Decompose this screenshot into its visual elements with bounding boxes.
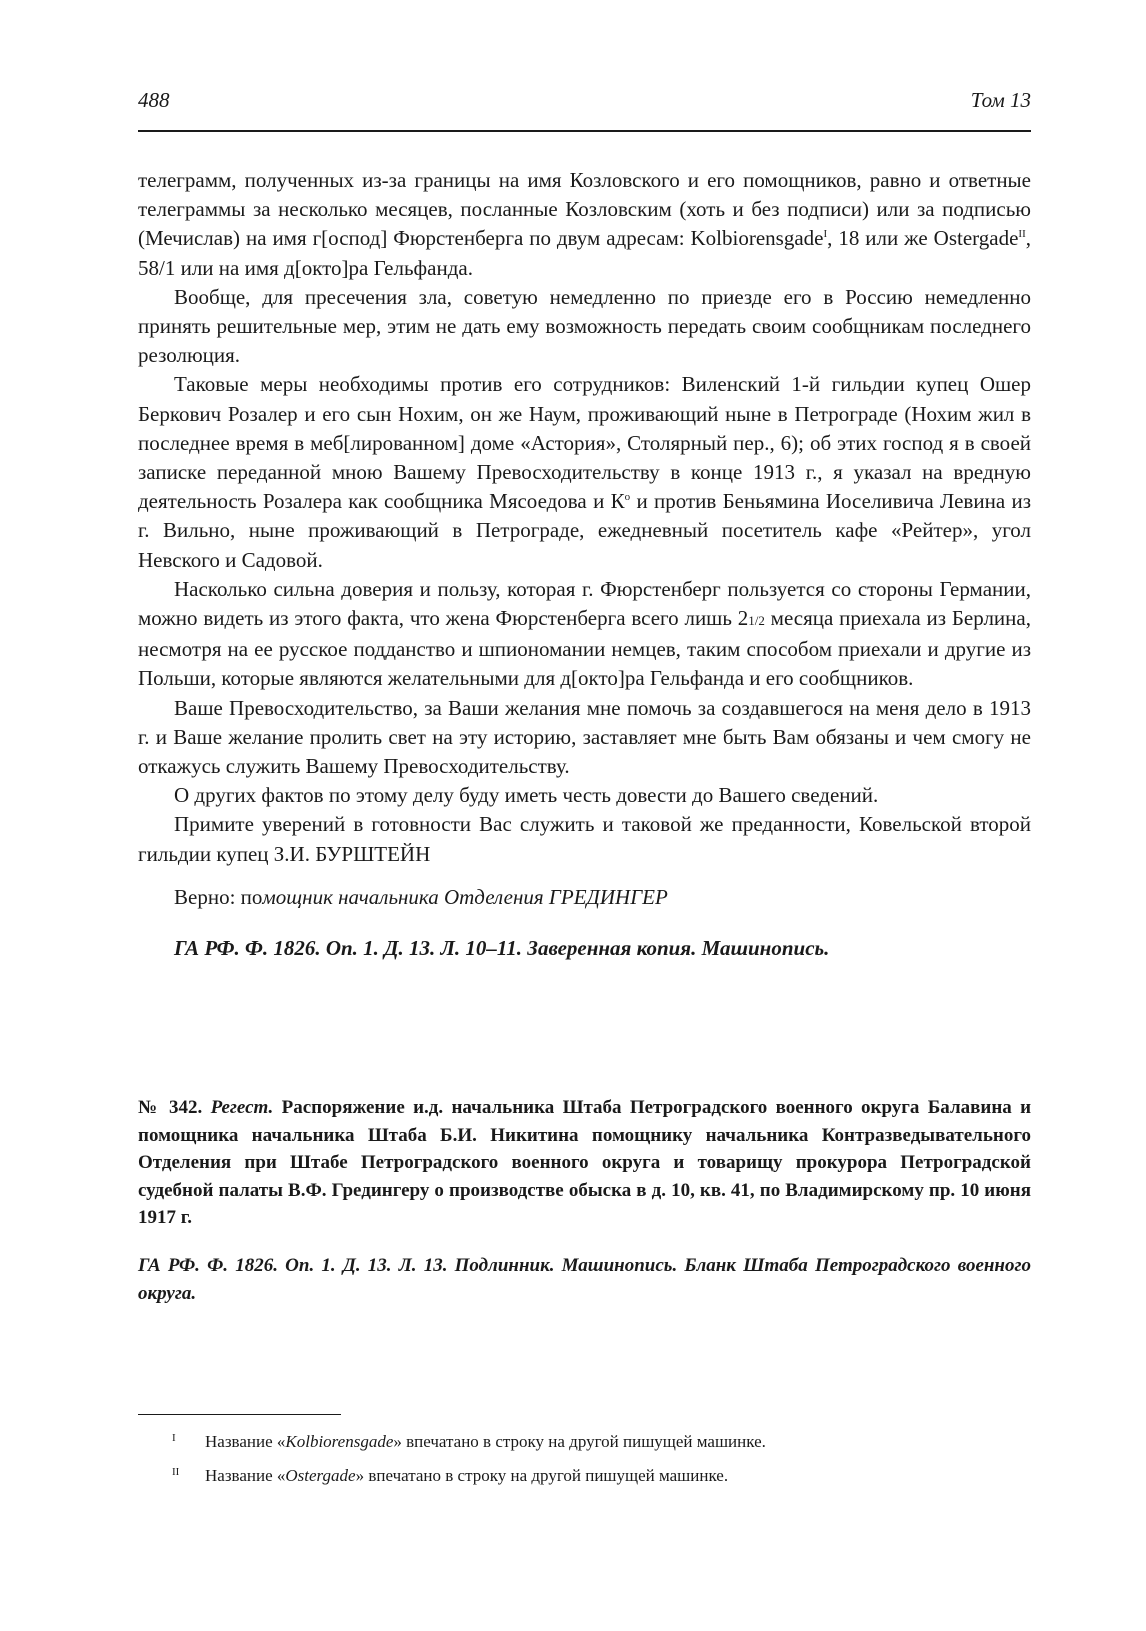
footnote-1: I Название «Kolbiorensgade» впечатано в строку на другой пишущей машинке. <box>138 1425 1031 1459</box>
footnote-2: II Название «Ostergade» впечатано в строку на другой пишущей машинке. <box>138 1459 1031 1493</box>
running-head <box>138 88 1031 124</box>
footnote-ref-2[interactable]: II <box>1018 228 1026 241</box>
regest-label: Регест. <box>210 1097 274 1118</box>
footnote-mark: I <box>172 1432 176 1444</box>
letter-signature: Примите уверений в готовности Вас служить и таковой же преданности, Ковельской второй гильдии купец З.И. БУРШТЕЙН <box>138 812 1031 866</box>
letter-body <box>138 166 1031 963</box>
archive-source: ГА РФ. Ф. 1826. Оп. 1. Д. 13. Л. 10–11. Заверенная копия. Машинопись. <box>174 936 830 961</box>
footnote-mark: II <box>172 1466 180 1478</box>
letter-paragraph-2: Вообще, для пресечения зла, советую немедленно по приезде его в Россию немедленно принять решительные мер, этим не дать ему возможность передать своим сообщникам последнего резолюция. <box>138 284 1031 368</box>
certification-line: Верно: помощник начальника Отделения ГРЕДИНГЕР <box>174 884 668 909</box>
header-rule <box>138 130 1031 132</box>
letter-paragraph-6: О других фактов по этому делу буду иметь честь довести до Вашего сведений. <box>174 783 879 808</box>
document-342-source: ГА РФ. Ф. 1826. Оп. 1. Д. 13. Л. 13. Подлинник. Машинопись. Бланк Штаба Петроградского военного округа. <box>138 1255 1031 1304</box>
letter-paragraph-4: Насколько сильна доверия и пользу, которая г. Фюрстенберг пользуется со стороны Германии, можно видеть из этого факта, что жена Фюрстенберга всего лишь 21/2 месяца приехала из Берлина, несмотря на ее русское подданство и шпиономании немцев, таким способом приехали и другие из Польши, которые являются желательными для д[окто]ра Гельфанда и его сообщников. <box>138 576 1031 691</box>
footnotes <box>138 1425 1031 1493</box>
footnote-ref-1[interactable]: I <box>823 228 828 241</box>
document-number: № 342. <box>138 1097 203 1118</box>
document-summary: Распоряжение и.д. начальника Штаба Петроградского военного округа Балавина и помощника начальника Штаба Б.И. Никитина помощнику начальника Контразведывательного Отделения при Штабе Петроградского военного округа и товарищу прокурора Петроградской судебной палаты В.Ф. Гредингеру о производстве обыска в д. 10, кв. 41, по Владимирскому пр. 10 июня 1917 г. <box>138 1097 1032 1229</box>
document-342-heading <box>138 1094 1031 1232</box>
letter-paragraph-1: телеграмм, полученных из-за границы на имя Козловского и его помощников, равно и ответные телеграммы за несколько месяцев, посланные Козловским (хоть и без подписи) или за подписью (Мечислав) на имя г[оспод] Фюрстенберга по двум адресам: Kolbiorensgade$^I$, 18 или же Ostergade$^{II}$, 58/1 или на имя д[окто]ра Гельфанда. <box>138 168 1031 280</box>
fraction-half: 1/2 <box>748 613 765 629</box>
superscript-o: о <box>624 491 631 504</box>
volume-label: Том 13 <box>970 88 1031 112</box>
page-number: 488 <box>138 88 170 112</box>
letter-paragraph-5: Ваше Превосходительство, за Ваши желания мне помочь за создавшегося на меня дело в 1913 г. и Ваше желание пролить свет на эту историю, заставляет мне быть Вам обязаны и чем смогу не откажусь служить Вашему Превосходительству. <box>138 695 1031 779</box>
footnote-rule <box>138 1414 341 1415</box>
letter-paragraph-3: Таковые меры необходимы против его сотрудников: Виленский 1-й гильдии купец Ошер Беркович Розалер и его сын Нохим, он же Наум, проживающий ныне в Петрограде (Нохим жил в последнее время в меб[лированном] доме «Астория», Столярный пер., 6); об этих господ я в своей записке переданной мною Вашему Превосходительству в конце 1913 г., я указал на вредную деятельность Розалера как сообщника Мясоедова и $К^о$ и против Беньямина Иоселивича Левина из г. Вильно, ныне проживающий в Петрограде, ежедневный посетитель кафе «Рейтер», угол Невского и Садовой. <box>138 372 1031 572</box>
